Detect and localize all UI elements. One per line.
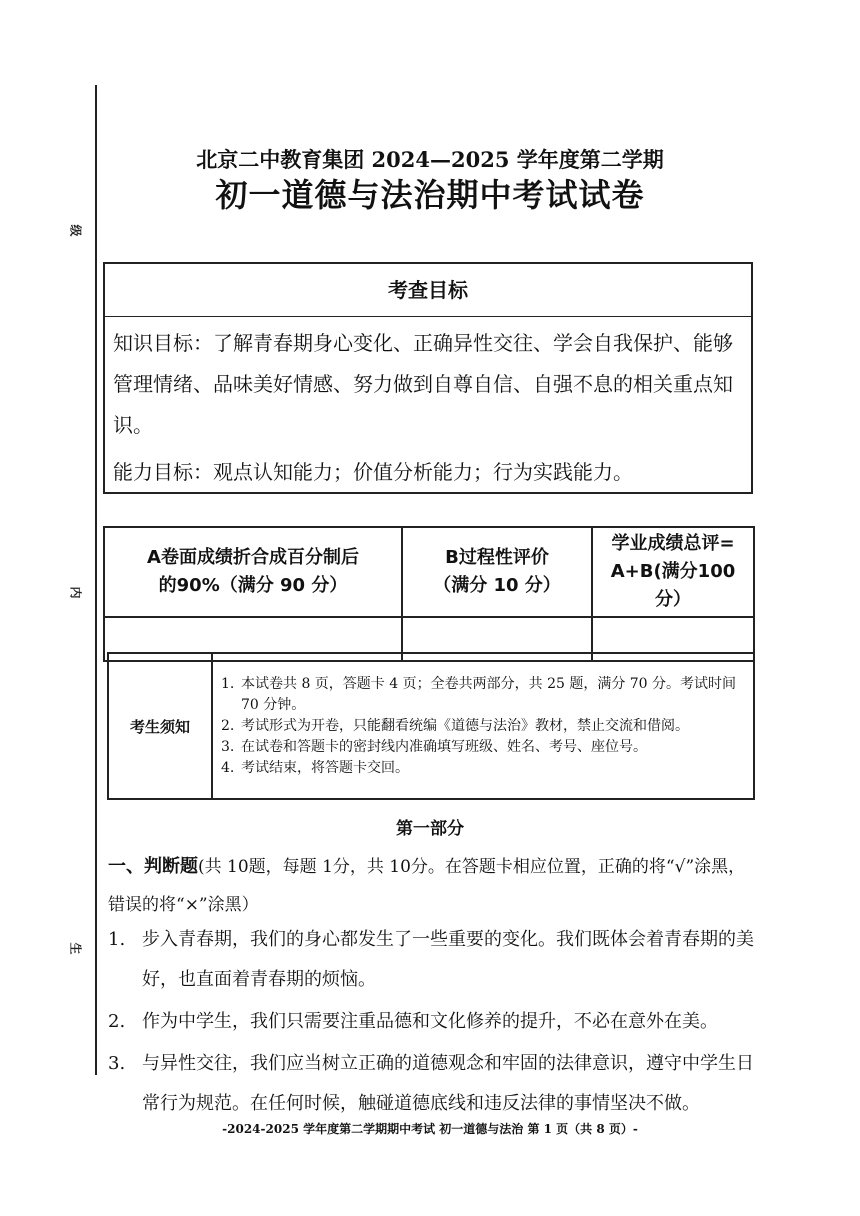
score-col-c-line2: A+B(满分100 分） (610, 561, 736, 610)
notice-item-num: 4. (221, 759, 235, 776)
question-number: 1. (108, 929, 126, 950)
score-col-b (402, 527, 592, 617)
notice-item-num: 2. (221, 717, 235, 734)
notice-item-text: 考试形式为开卷，只能翻看统编《道德与法治》教材，禁止交流和借阅。 (241, 717, 689, 734)
question-text: 作为中学生，我们只需要注重品德和文化修养的提升，不必在意外在美。 (142, 1011, 718, 1032)
knowledge-goal: 知识目标：了解青春期身心变化、正确异性交往、学会自我保护、能够管理情绪、品味美好情感、努力做到自尊自信、自强不息的相关重点知识。 (113, 331, 733, 437)
exam-title: 初一道德与法治期中考试试卷 (215, 176, 645, 214)
side-mark-inside: 内 (68, 586, 83, 599)
goals-body (105, 317, 751, 493)
notice-item (221, 716, 745, 737)
score-col-c (592, 527, 754, 617)
side-mark-student: 生 (68, 942, 83, 955)
score-col-a-line2: 的90%（满分 90 分） (158, 575, 348, 596)
question-list (108, 920, 756, 1126)
notice-item-text: 在试卷和答题卡的密封线内准确填写班级、姓名、考号、座位号。 (241, 738, 647, 755)
question-text: 步入青春期，我们的身心都发生了一些重要的变化。我们既体会着青春期的美好，也直面着青春期的烦恼。 (142, 929, 754, 990)
notice-table (107, 652, 755, 800)
notice-item (221, 758, 745, 779)
notice-item (221, 674, 745, 716)
section-header (108, 848, 758, 924)
notice-items (212, 653, 754, 799)
section-label: 一、判断题 (108, 856, 198, 877)
score-col-c-line1: 学业成绩总评= (611, 533, 735, 554)
section-instructions: (共 10题，每题 1分，共 10分。在答题卡相应位置，正确的将“√”涂黑，错误的将“×”涂黑） (108, 857, 746, 915)
part-title: 第一部分 (396, 819, 464, 839)
notice-item-num: 1. (221, 675, 235, 692)
notice-item-text: 考试结束，将答题卡交回。 (241, 759, 409, 776)
score-col-a (104, 527, 402, 617)
question-text: 与异性交往，我们应当树立正确的道德观念和牢固的法律意识，遵守中学生日常行为规范。在任何时候，触碰道德底线和违反法律的事情坚决不做。 (142, 1053, 754, 1114)
exam-subtitle: 北京二中教育集团 2024—2025 学年度第二学期 (196, 147, 664, 172)
score-col-a-line1: A卷面成绩折合成百分制后 (147, 547, 359, 568)
notice-item-num: 3. (221, 738, 235, 755)
question-item (108, 920, 756, 1000)
question-item (108, 1002, 756, 1042)
question-item (108, 1044, 756, 1124)
goals-title: 考查目标 (105, 264, 751, 317)
question-number: 3. (108, 1053, 126, 1074)
score-table (103, 526, 755, 662)
notice-item (221, 737, 745, 758)
notice-label: 考生须知 (108, 653, 212, 799)
ability-goal: 能力目标：观点认知能力；价值分析能力；行为实践能力。 (113, 460, 633, 484)
binding-line (95, 85, 97, 1075)
score-col-b-line2: （满分 10 分） (433, 575, 561, 596)
goals-box (103, 262, 753, 494)
side-mark-class: 级 (68, 224, 83, 237)
score-col-b-line1: B过程性评价 (445, 547, 549, 568)
page-footer: -2024-2025 学年度第二学期期中考试 初一道德与法治 第 1 页（共 8 页）- (222, 1122, 638, 1136)
question-number: 2. (108, 1011, 126, 1032)
notice-item-text: 本试卷共 8 页，答题卡 4 页；全卷共两部分，共 25 题，满分 70 分。考试时间 70 分钟。 (241, 675, 737, 713)
